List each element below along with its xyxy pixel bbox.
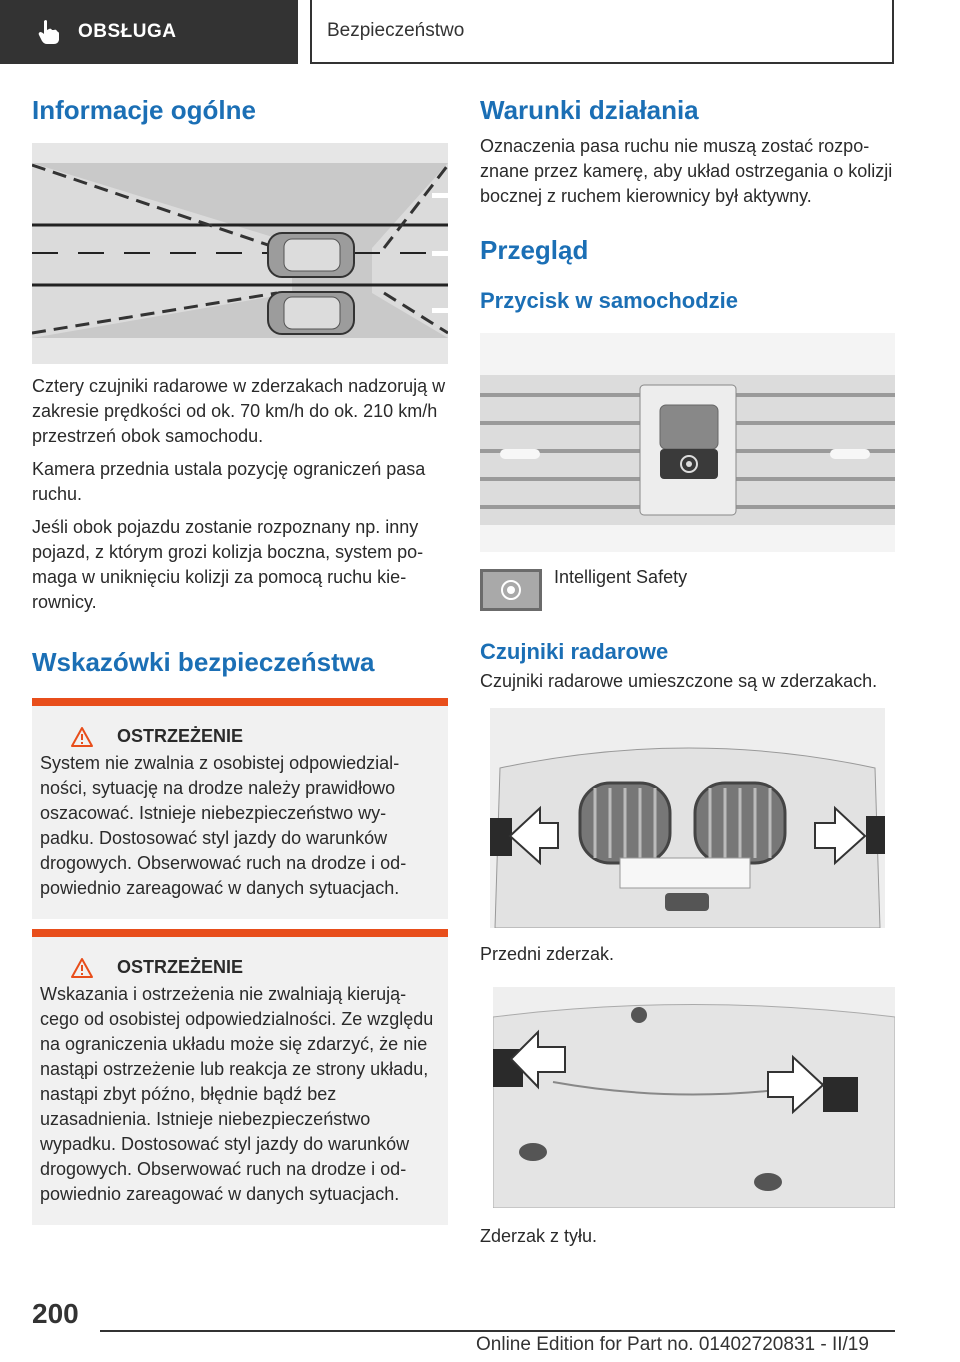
intro-paragraph-1: Cztery czujniki radarowe w zderzakach nadzorują w zakresie prędkości od ok. 70 km/h do ok. 210 km/h przestrzeń obok samochodu.: [32, 376, 446, 447]
hand-pointer-icon: [38, 19, 60, 45]
warning-title: OSTRZEŻENIE: [117, 957, 244, 978]
warning-text: Wskazania i ostrzeżenia nie zwalniają kierującego od osobistej odpowiedzialności. Ze względu na ograniczenia układu może się zdarzyć, że nie nastąpi ostrzeżenie lub reakcja ze strony układu, nastąpi zbyt późno, błędnie bądź bez uzasadnienia. Istnieje niebezpieczeństwo wypadku. Dostosować styl jazdy do warunków drogowych. Obserwować ruch na drodze i odpowiednio zareagować w danych sytuacjach.: [40, 984, 434, 1205]
conditions-text: Oznaczenia pasa ruchu nie muszą zostać rozpoznane przez kamerę, aby układ ostrzegania o kolizji bocznej z ruchem kierownicy był aktywny.: [480, 136, 893, 207]
lane-diagram: [32, 143, 448, 364]
dashboard-button-image: [480, 333, 895, 552]
intro-paragraph-2: Kamera przednia ustala pozycję ograniczeń pasa ruchu.: [32, 459, 426, 505]
dashboard-button-figure: [480, 333, 895, 552]
radar-text: Czujniki radarowe umieszczone są w zderzakach.: [480, 671, 878, 692]
warning-bar: [32, 929, 448, 937]
page-number: 200: [32, 1298, 79, 1329]
button-legend: [480, 566, 895, 611]
section-label: OBSŁUGA: [78, 21, 177, 42]
warning-text: System nie zwalnia z osobistej odpowiedzialności, sytuację na drodze należy prawidłowo oszacować. Istnieje niebezpieczeństwo wypadku. Dostosować styl jazdy do warunków drogowych. Obserwować ruch na drodze i odpowiednio zareagować w danych sytuacjach.: [40, 753, 407, 899]
lane-diagram-figure: [32, 143, 448, 364]
button-heading: Przycisk w samochodzie: [480, 288, 738, 314]
section-tab: [0, 0, 298, 64]
warning-title: OSTRZEŻENIE: [117, 726, 244, 747]
intelligent-safety-button-icon: [480, 569, 542, 611]
front-bumper-figure: [490, 708, 885, 928]
footer-divider: [100, 1330, 895, 1332]
warning-triangle-icon: [70, 957, 94, 979]
intro-paragraph-3: Jeśli obok pojazdu zostanie rozpoznany np. inny pojazd, z którym grozi kolizja boczna, system pomaga w uniknięciu kolizji za pomocą ruchu kierownicy.: [32, 517, 424, 613]
warning-box-1: [32, 698, 448, 919]
overview-heading: Przegląd: [480, 235, 589, 266]
rear-caption: Zderzak z tyłu.: [480, 1226, 598, 1247]
front-bumper-image: [490, 708, 885, 928]
warning-triangle-icon: [70, 726, 94, 748]
front-caption: Przedni zderzak.: [480, 944, 615, 965]
button-label: Intelligent Safety: [554, 566, 688, 587]
warning-bar: [32, 698, 448, 706]
safety-heading: Wskazówki bezpieczeństwa: [32, 647, 375, 678]
conditions-heading: Warunki działania: [480, 95, 699, 125]
left-column: [32, 95, 448, 1225]
rear-bumper-image: [493, 987, 895, 1208]
edition-text: Online Edition for Part no. 01402720831 - II/19: [476, 1334, 869, 1355]
warning-box-2: [32, 929, 448, 1225]
rear-bumper-figure: [493, 987, 895, 1208]
chapter-title: Bezpieczeństwo: [310, 0, 894, 64]
right-column: [480, 95, 895, 1249]
general-heading: Informacje ogólne: [32, 95, 256, 125]
radar-heading: Czujniki radarowe: [480, 638, 669, 664]
